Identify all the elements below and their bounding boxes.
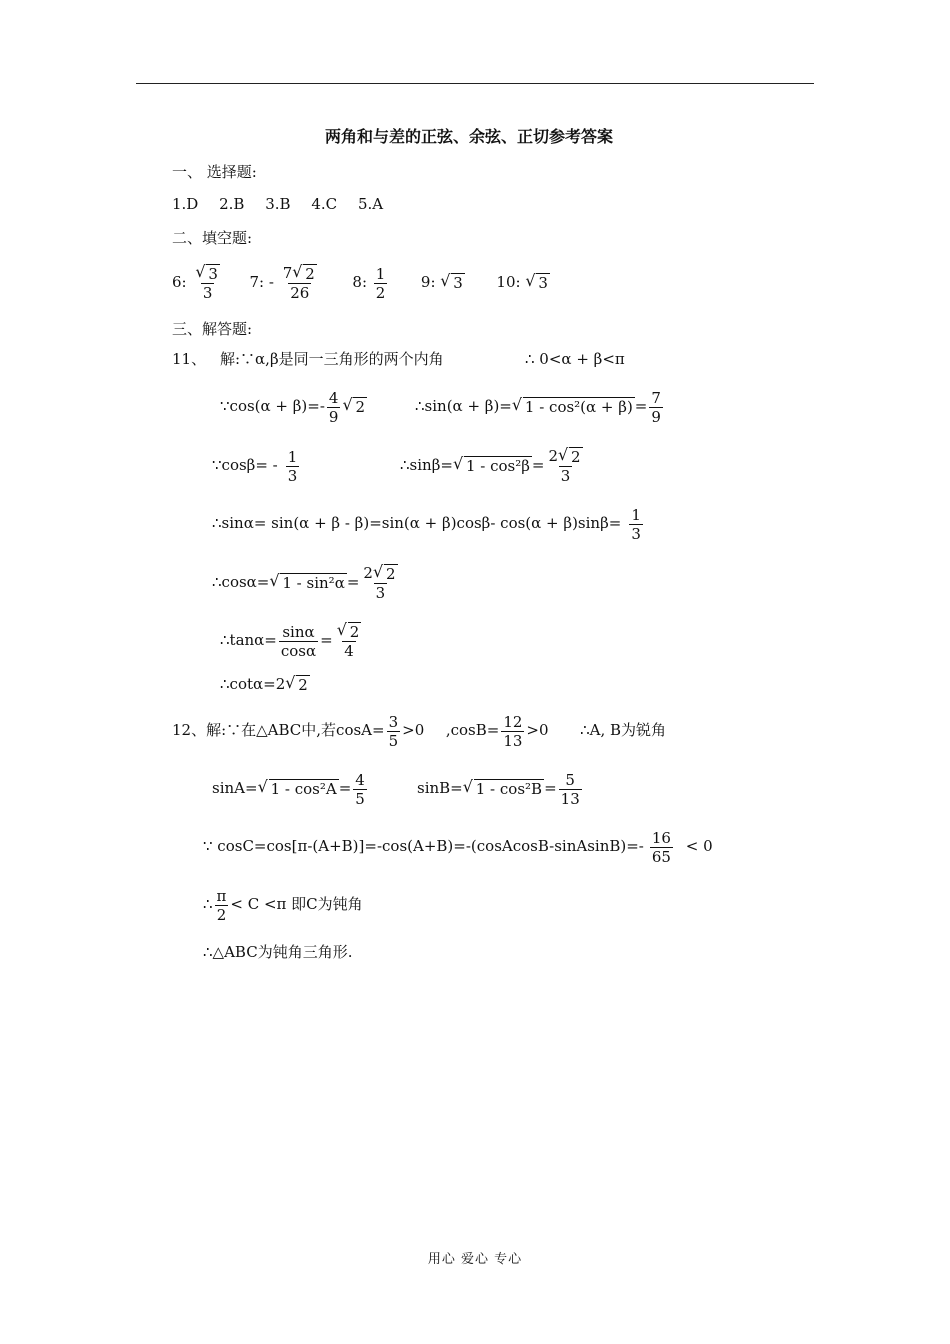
p12-sinB: sinB=√ 1 - cos²B = $\frac{5}{13}$ (417, 768, 584, 809)
section-solve-heading: 三、解答题: (172, 320, 253, 338)
p11-line6: ∴cotα=2√ 2 (220, 674, 310, 695)
choice-2: 2.B (219, 195, 245, 213)
p12-range: ∴ $\frac{\pi}{2}$ < C <π 即C为钝角 (203, 886, 363, 924)
q7-label: 7: (249, 273, 265, 291)
q8-label: 8: (352, 273, 368, 291)
q7-fraction: $\frac{7√ 2}{26}$ (281, 264, 319, 302)
choice-1: 1.D (172, 195, 199, 213)
q10-radical: √ 3 (525, 263, 550, 303)
choice-answers (172, 194, 383, 214)
q10-label: 10: (496, 273, 521, 291)
p11-conclusion: ∴ 0<α + β<π (525, 350, 625, 368)
q9-label: 9: (420, 273, 436, 291)
choice-4: 4.C (311, 195, 338, 213)
section-choice-heading: 一、 选择题: (172, 163, 257, 181)
p12-line1: 12、解:∵在△ABC中,若cosA= $\frac{3}{5}$ >0 ,cosB= $\frac{12}{13}$ >0 ∴A, B为锐角 (172, 712, 667, 750)
choice-3: 3.B (265, 195, 291, 213)
p11-label: 11、 (172, 350, 207, 368)
page-title: 两角和与差的正弦、余弦、正切参考答案 (325, 127, 614, 146)
p11-line1-left: ∵cos(α + β)=- $\frac{4}{9}$ √ 2 (220, 386, 367, 427)
page-footer: 用心 爱心 专心 (427, 1252, 523, 1267)
p12-sinA: sinA=√ 1 - cos²A = $\frac{4}{5}$ (212, 768, 369, 809)
q6-label: 6: (172, 273, 187, 291)
q6-fraction: √ $\frac{3}{3}$ (193, 264, 222, 302)
p11-intro: 解:∵α,β是同一三角形的两个内角 (220, 350, 444, 368)
header-rule (136, 83, 814, 84)
p11-line5: ∴tanα= $\frac{\sin\alpha}{\cos\alpha}$ = √ $\frac{2}{4}$ (220, 620, 365, 660)
p11-line2-right: ∴sinβ=√ 1 - cos²β = $\frac{2√ 2}{3}$ (400, 445, 587, 486)
p11-line2-left: ∵cosβ= - $\frac{1}{3}$ (212, 447, 298, 485)
fill-answers: 6: √ $\frac{3}{3}$ 7: - $\frac{7√ 2}{26}$ 8: $\frac{1}{2}$ 9: √ 3 10: √ 3 (172, 262, 550, 303)
q9-radical: √ 3 (440, 263, 465, 303)
choice-5: 5.A (357, 195, 384, 213)
p11-line4: ∴cosα=√ 1 - sin²α = $\frac{2√ 2}{3}$ (212, 562, 402, 603)
p12-cosC: ∵ cosC=cos[π-(A+B)]=-cos(A+B)=-(cosAcosB-sinAsinB)=- $\frac{16}{65}$ < 0 (203, 828, 713, 866)
section-fill-heading: 二、填空题: (172, 229, 253, 247)
p11-line1-right: ∴sin(α + β)=√ 1 - cos²(α + β) = $\frac{7}{9}$ (415, 386, 665, 427)
p12-final: ∴△ABC为钝角三角形. (203, 943, 353, 961)
p11-line3: ∴sinα= sin(α + β - β)=sin(α + β)cosβ- cos(α + β)sinβ= $\frac{1}{3}$ (212, 505, 641, 543)
q8-fraction: $\frac{1}{2}$ (375, 264, 386, 302)
